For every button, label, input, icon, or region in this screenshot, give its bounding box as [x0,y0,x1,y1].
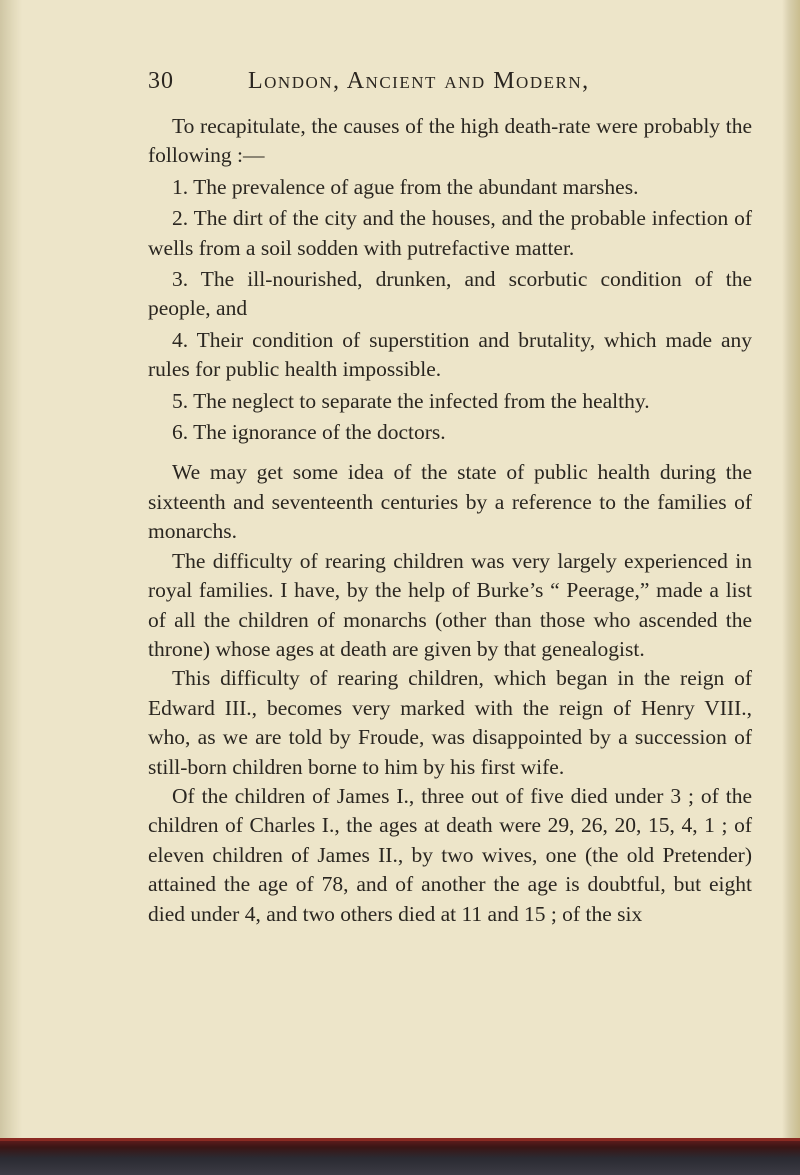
running-header [148,68,748,104]
page-gutter-shadow [0,0,22,1175]
paragraph-intro: To recapitulate, the causes of the high death-rate were probably the following :— [148,114,752,168]
book-edge-band [0,1138,800,1175]
body-text [148,112,752,929]
list-item-cause-6: 6. The ignorance of the doctors. [172,420,446,445]
running-title: London, Ancient and Modern, [248,68,590,94]
book-edge-highlight [0,1138,800,1141]
list-item-cause-4: 4. Their condition of superstition and brutality, which made any rules for public health impossible. [148,327,752,382]
paragraph-edward: This difficulty of rearing children, which began in the reign of Edward III., becomes very marked with the reign of Henry VIII., who, as we are told by Froude, was disappointed by a succession of still-born children borne to him by his first wife. [148,666,752,779]
paragraph-monarchs: We may get some idea of the state of public health during the sixteenth and seventeenth centuries by a reference to the families of monarchs. [148,460,752,544]
list-item-cause-3: 3. The ill-nourished, drunken, and scorbutic condition of the people, and [148,267,752,321]
list-item-cause-2: 2. The dirt of the city and the houses, and the probable infection of wells from a soil sodden with putrefactive matter. [148,206,752,260]
page-edge [782,0,800,1175]
list-item-cause-1: 1. The prevalence of ague from the abundant marshes. [172,174,639,199]
list-item-cause-5: 5. The neglect to separate the infected from the healthy. [172,388,650,413]
page-number: 30 [148,68,174,94]
paragraph-difficulty: The difficulty of rearing children was very largely experienced in royal families. I have, by the help of Burke’s “ Peerage,” made a list of all the children of monarchs (other than those who ascended the throne) whose ages at death are given by that genealogist. [148,548,752,661]
paragraph-james: Of the children of James I., three out of five died under 3 ; of the children of Charles I., the ages at death were 29, 26, 20, 15, 4, 1 ; of eleven children of James II., by two wives, one (the old Pretender) attained the age of 78, and of another the age is doubtful, but eight died under 4, and two others died at 11 and 15 ; of the six [148,783,752,926]
